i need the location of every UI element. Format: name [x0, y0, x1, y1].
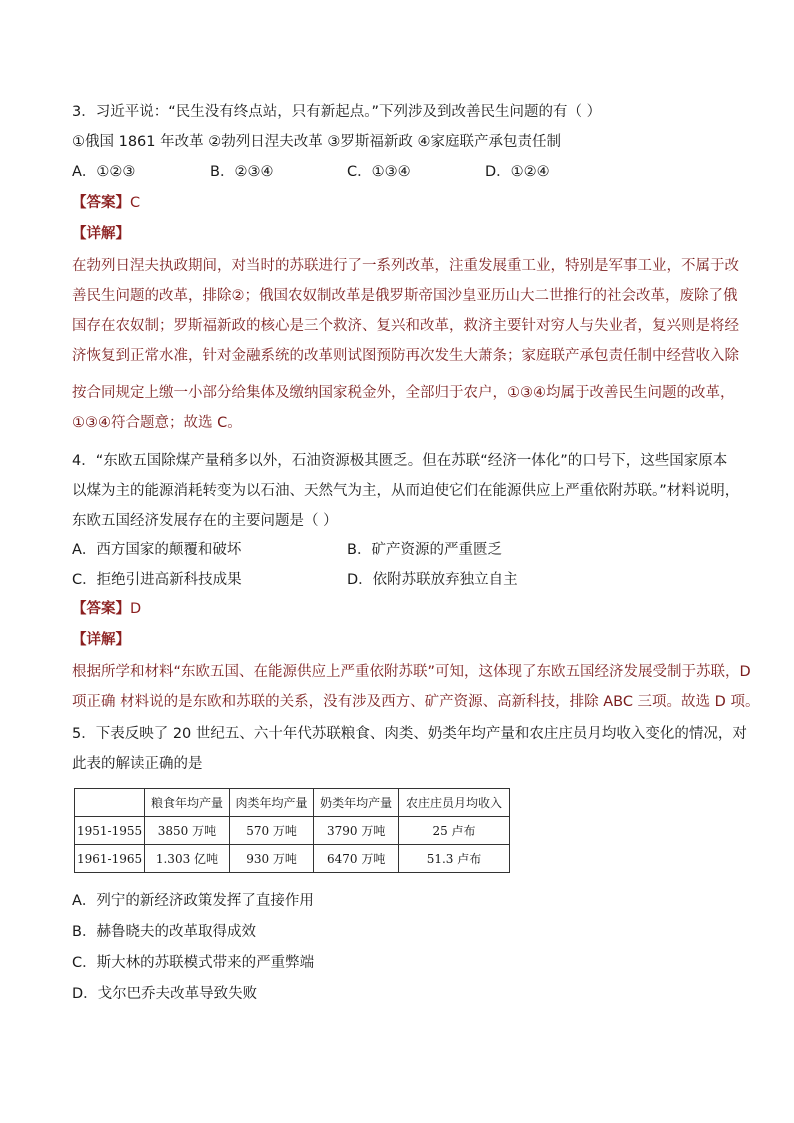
q4-detail-line: 项正确 材料说的是东欧和苏联的关系，没有涉及西方、矿产资源、高新科技，排除 ABC 三项。故选 D 项。 [72, 694, 760, 710]
q5-stem-line: 此表的解读正确的是 [72, 756, 203, 772]
table-row [75, 845, 510, 873]
table-cell: 3850 万吨 [145, 817, 230, 845]
q4-option-d: D．依附苏联放弃独立自主 [347, 572, 518, 588]
table-cell: 51.3 卢布 [398, 845, 509, 873]
table-cell: 570 万吨 [229, 817, 314, 845]
table-header-row [75, 789, 510, 817]
table-cell: 1951-1955 [75, 817, 145, 845]
q3-items: ①俄国 1861 年改革 ②勃列日涅夫改革 ③罗斯福新政 ④家庭联产承包责任制 [72, 134, 561, 150]
table-cell: 6470 万吨 [314, 845, 399, 873]
q3-stem: 3．习近平说：“民生没有终点站，只有新起点。”下列涉及到改善民生问题的有（ ） [72, 104, 602, 120]
answer-tag: 【答案】 [72, 601, 130, 617]
answer-value: D [130, 601, 142, 617]
q3-detail-line: 济恢复到正常水准，针对金融系统的改革则试图预防再次发生大萧条；家庭联产承包责任制中经营收入除 [72, 348, 739, 364]
answer-value: C [130, 195, 141, 211]
q3-detail-line: 在勃列日涅夫执政期间，对当时的苏联进行了一系列改革，注重发展重工业，特别是军事工业，不属于改 [72, 258, 739, 274]
q5-stem-line: 5．下表反映了 20 世纪五、六十年代苏联粮食、肉类、奶类年均产量和农庄庄员月均收入变化的情况，对 [72, 726, 747, 742]
q3-option-d: D．①②④ [485, 164, 550, 180]
table-header-cell: 奶类年均产量 [314, 789, 399, 817]
table-cell: 1.303 亿吨 [145, 845, 230, 873]
q5-option-b: B．赫鲁晓夫的改革取得成效 [72, 924, 256, 940]
q4-detail-tag: 【详解】 [72, 632, 130, 648]
table-cell: 1961-1965 [75, 845, 145, 873]
q4-stem-line: 4．“东欧五国除煤产量稍多以外，石油资源极其匮乏。但在苏联“经济一体化”的口号下，这些国家原本 [72, 453, 728, 469]
q3-option-a: A．①②③ [72, 164, 136, 180]
q4-answer [72, 599, 141, 619]
q4-stem-line: 以煤为主的能源消耗转变为以石油、天然气为主，从而迫使它们在能源供应上严重依附苏联。”材料说明， [72, 483, 740, 499]
q5-option-d: D．戈尔巴乔夫改革导致失败 [72, 986, 258, 1002]
q3-option-b: B．②③④ [210, 164, 274, 180]
table-header-cell: 粮食年均产量 [145, 789, 230, 817]
q3-answer [72, 193, 140, 213]
q5-option-a: A．列宁的新经济政策发挥了直接作用 [72, 893, 314, 909]
table-header-cell: 肉类年均产量 [229, 789, 314, 817]
q3-detail-line: 善民生问题的改革，排除②；俄国农奴制改革是俄罗斯帝国沙皇亚历山大二世推行的社会改革，废除了俄 [72, 288, 738, 304]
q4-option-a: A．西方国家的颠覆和破坏 [72, 542, 242, 558]
table-row [75, 817, 510, 845]
q5-data-table [74, 788, 510, 873]
q5-option-c: C．斯大林的苏联模式带来的严重弊端 [72, 955, 315, 971]
q4-option-c: C．拒绝引进高新科技成果 [72, 572, 242, 588]
q3-detail-line: ①③④符合题意；故选 C。 [72, 415, 242, 431]
table-cell: 25 卢布 [398, 817, 509, 845]
answer-tag: 【答案】 [72, 195, 130, 211]
q3-detail-line: 国存在农奴制；罗斯福新政的核心是三个救济、复兴和改革，救济主要针对穷人与失业者，复兴则是将经 [72, 318, 739, 334]
q4-detail-line: 根据所学和材料“东欧五国、在能源供应上严重依附苏联”可知，这体现了东欧五国经济发展受制于苏联，D [72, 664, 751, 680]
q3-option-c: C．①③④ [347, 164, 411, 180]
table-cell: 930 万吨 [229, 845, 314, 873]
q4-option-b: B．矿产资源的严重匮乏 [347, 542, 502, 558]
table-header-cell [75, 789, 145, 817]
q3-detail-line: 按合同规定上缴一小部分给集体及缴纳国家税金外，全部归于农户，①③④均属于改善民生问题的改革， [72, 385, 735, 401]
table-cell: 3790 万吨 [314, 817, 399, 845]
q3-detail-tag: 【详解】 [72, 226, 130, 242]
table-header-cell: 农庄庄员月均收入 [398, 789, 509, 817]
q4-stem-line: 东欧五国经济发展存在的主要问题是（ ） [72, 513, 338, 529]
